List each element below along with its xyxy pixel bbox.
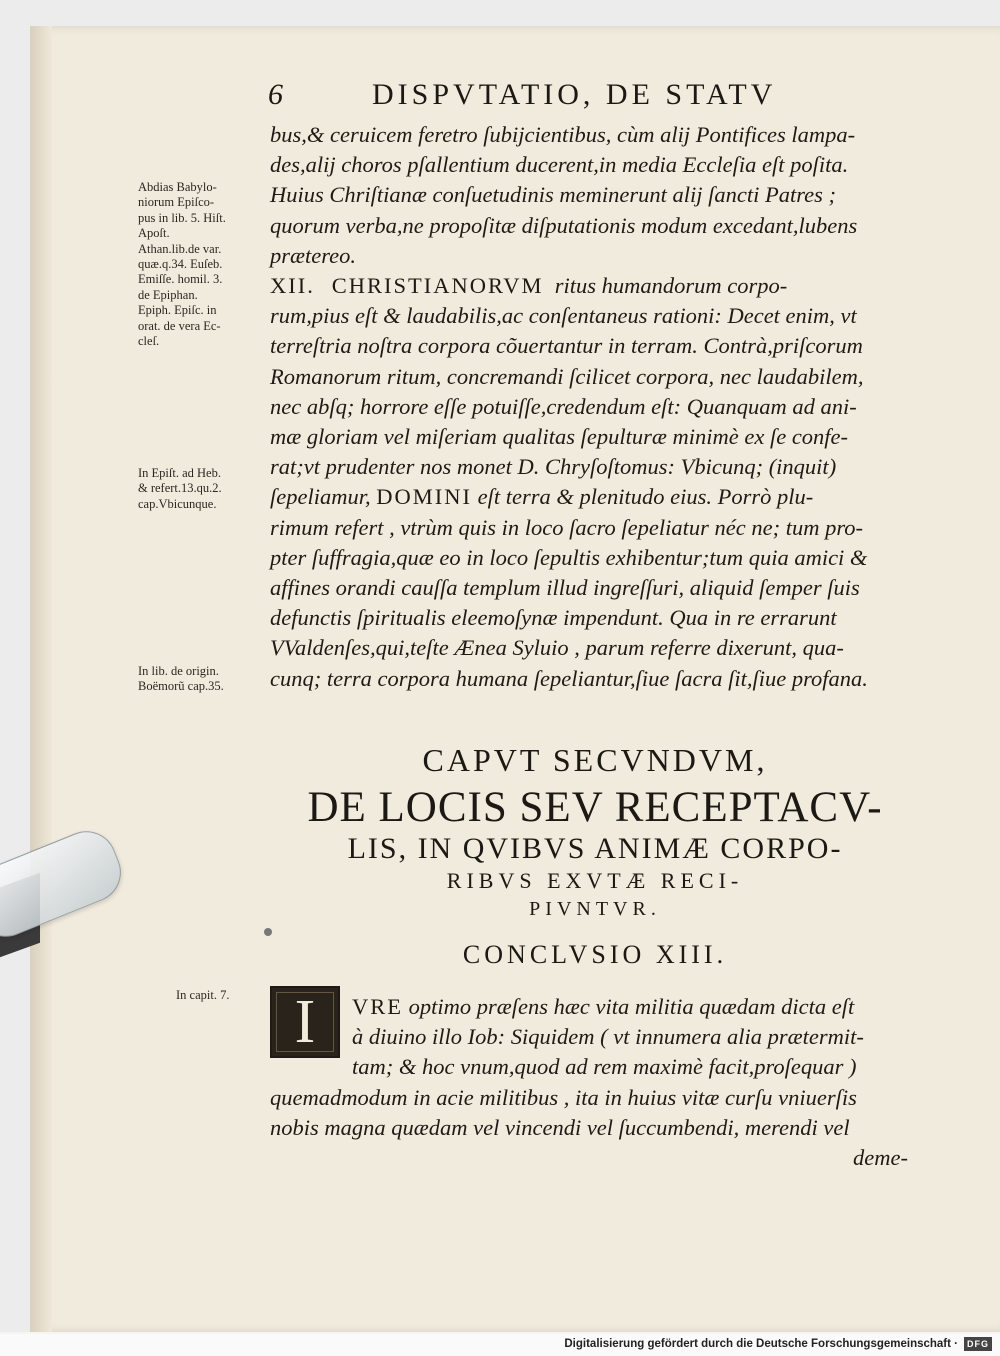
domini-line: ſepeliamur, DOMINI eſt terra & plenitudo eius. Porrò plu- <box>270 484 814 510</box>
dfg-logo: DFG <box>964 1337 992 1351</box>
conclusion-heading: CONCLVSIO XIII. <box>462 940 728 969</box>
catchword: deme- <box>853 1145 908 1171</box>
page-number: 6 <box>268 78 286 111</box>
running-title: DISPVTATIO, DE STATV <box>372 78 777 111</box>
drop-cap-initial: I <box>270 986 340 1058</box>
chapter-title-line-4: PIVNTVR. <box>529 898 661 920</box>
section-number: XII. <box>270 273 315 299</box>
margin-note-abdias: Abdias Babylo- niorum Epiſco- pus in lib. 5. Hiſt. Apoſt. Athan.lib.de var. quæ.q.34. Euſeb. Emiſſe. homil. 3. de Epiphan. Epiph. Epiſc. in orat. de vera Ec- cleſ. <box>138 180 226 349</box>
chapter-title-line-3: RIBVS EXVTÆ RECI- <box>446 868 744 893</box>
footer-text: Digitalisierung gefördert durch die Deutsche Forschungsgemeinschaft · <box>564 1338 958 1350</box>
chapter-title-line-1: DE LOCIS SEV RECEPTACV- <box>307 784 883 831</box>
margin-note-origin: In lib. de origin. Boëmorũ cap.35. <box>138 664 224 694</box>
chapter-label: CAPVT SECVNDVM, <box>422 742 768 778</box>
section-xii-first-line: XII. CHRISTIANORVM ritus humandorum corpo- <box>270 273 788 299</box>
chapter-title-line-2: LIS, IN QVIBVS ANIMÆ CORPO- <box>347 832 843 865</box>
scan-dot <box>264 928 272 936</box>
running-header <box>268 78 828 118</box>
digitization-footer <box>0 1334 1000 1356</box>
margin-note-capit: In capit. 7. <box>176 988 230 1002</box>
page-gutter <box>30 26 52 1332</box>
section-caps-word: CHRISTIANORVM <box>331 273 544 299</box>
conclusion-text: VRE optimo præſens hæc vita militia quædam dicta eſt à diuino illo Iob: Siquidem ( vt innumera alia prætermit- tam; & hoc vnum,quod ad rem maximè facit,proſequar ) quemadmodum in acie militibus , ita in huius vitæ curſu vniuerſis nobis magna quædam vel vincendi vel ſuccumbendi, merendi vel deme- <box>270 992 918 1173</box>
main-text: bus,& ceruicem feretro ſubijcientibus, cùm alij Pontifices lampa- des,alij choros pſallentium ducerent,in media Eccleſia eſt poſita. Huius Chriſtianæ conſuetudinis meminerunt alij ſancti Patres ; quorum verba,ne propoſitæ diſputationis modum excedant,lubens prætereo. XII. CHRISTIANORVM ritus humandorum corpo- rum,pius eſt & laudabilis,ac conſentaneus rationi: Decet enim, vt terreſtria noſtra corpora cõuertantur in terram. Contrà,priſcorum Romanorum ritum, concremandi ſcilicet corpora, nec laudabilem, nec abſq; horrore eſſe potuiſſe,credendum eſt: Quanquam ad ani- mæ gloriam vel miſeriam qualitas ſepulturæ minimè ex ſe confe- rat;vt prudenter nos monet D. Chryſoſtomus: Vbicunq; (inquit) ſepeliamur, DOMINI eſt terra & plenitudo eius. Porrò plu- rimum refert , vtrùm quis in loco ſacro ſepeliatur néc ne; tum pro- pter ſuffragia,quæ eo in loco ſepultis exhibentur;tum quia amici & affines orandi cauſſa templum illud ingreſſuri, aliquid ſemper ſuis defunctis ſpiritualis eleemoſynæ impendunt. Qua in re errarunt VValdenſes,qui,teſte Æneа Syluio , parum referre dixerunt, qua- cunq; terra corpora humana ſepeliantur,ſiue ſacra ſit,ſiue profana. <box>270 120 918 694</box>
margin-note-heb: In Epiſt. ad Heb. & refert.13.qu.2. cap.Vbicunque. <box>138 466 222 511</box>
